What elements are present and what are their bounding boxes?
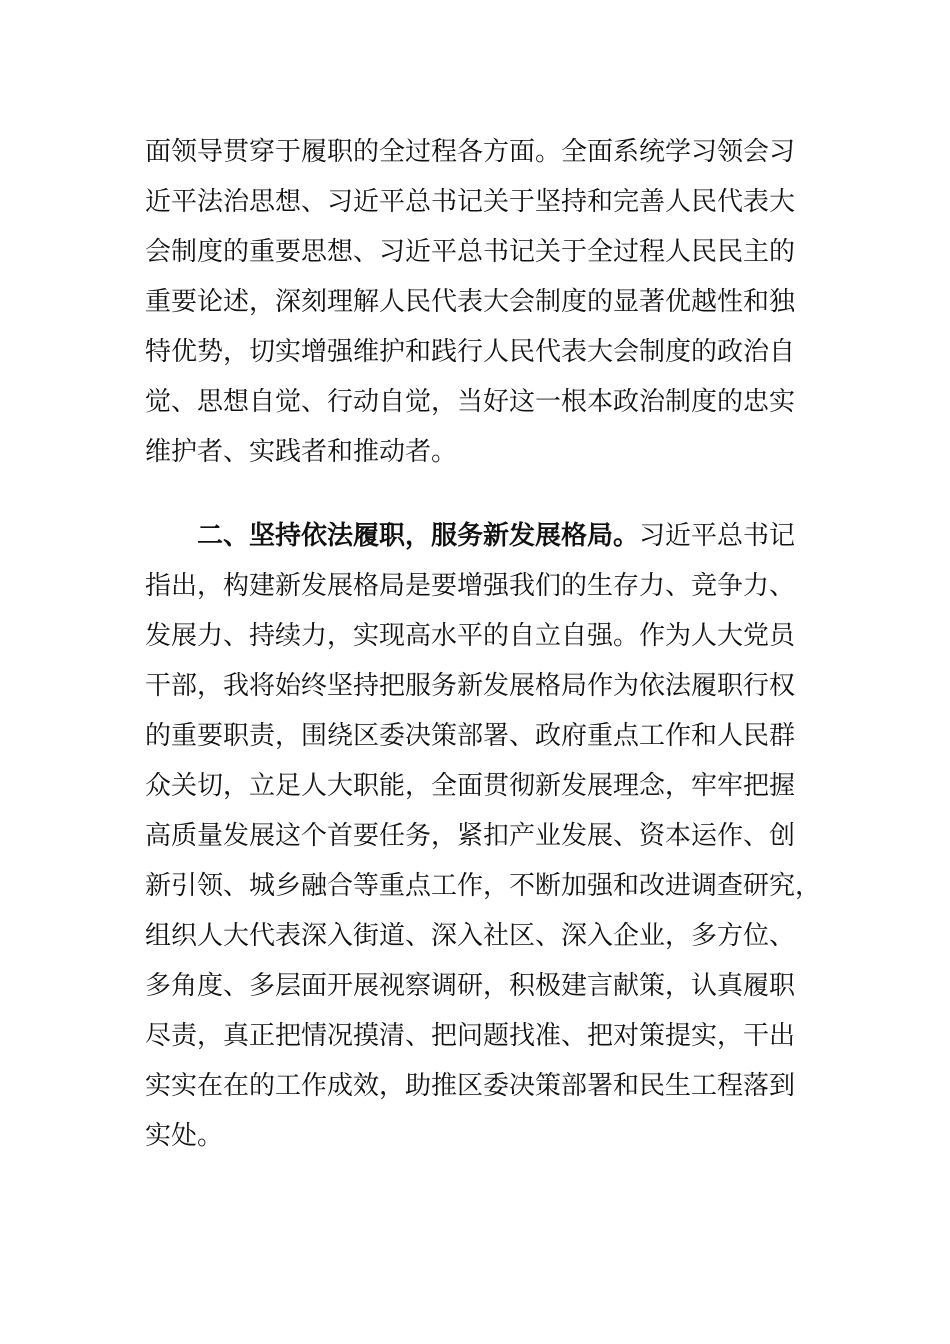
paragraph-2-line: 新引领、城乡融合等重点工作，不断加强和改进调查研究，: [145, 871, 822, 901]
paragraph-2-line: 尽责，真正把情况摸清、把问题找准、把对策提实，干出: [145, 1021, 796, 1051]
paragraph-1-line: 维护者、实践者和推动者。: [145, 437, 458, 467]
paragraph-1-line: 面领导贯穿于履职的全过程各方面。全面系统学习领会习: [145, 137, 796, 167]
paragraph-2-line: 组织人大代表深入街道、深入社区、深入企业，多方位、: [145, 921, 796, 951]
paragraph-1-line: 特优势，切实增强维护和践行人民代表大会制度的政治自: [145, 337, 796, 367]
paragraph-2-line: 众关切，立足人大职能，全面贯彻新发展理念，牢牢把握: [145, 771, 796, 801]
section-heading-continuation: 习近平总书记: [639, 521, 796, 551]
paragraph-2-first-line: [197, 516, 795, 556]
paragraph-2-line: 发展力、持续力，实现高水平的自立自强。作为人大党员: [145, 621, 796, 651]
paragraph-2-line: 指出，构建新发展格局是要增强我们的生存力、竞争力、: [145, 571, 796, 601]
section-heading: 二、坚持依法履职，服务新发展格局。: [197, 521, 640, 551]
paragraph-1-line: 会制度的重要思想、习近平总书记关于全过程人民民主的: [145, 237, 796, 267]
paragraph-2-line: 的重要职责，围绕区委决策部署、政府重点工作和人民群: [145, 721, 796, 751]
paragraph-2-line: 实实在在的工作成效，助推区委决策部署和民生工程落到: [145, 1071, 796, 1101]
paragraph-2-line: 高质量发展这个首要任务，紧扣产业发展、资本运作、创: [145, 821, 796, 851]
paragraph-1-line: 近平法治思想、习近平总书记关于坚持和完善人民代表大: [145, 187, 796, 217]
paragraph-2-line: 干部，我将始终坚持把服务新发展格局作为依法履职行权: [145, 671, 796, 701]
paragraph-2-line: 实处。: [145, 1121, 224, 1151]
paragraph-1-line: 觉、思想自觉、行动自觉，当好这一根本政治制度的忠实: [145, 387, 796, 417]
paragraph-1-line: 重要论述，深刻理解人民代表大会制度的显著优越性和独: [145, 287, 796, 317]
paragraph-2-line: 多角度、多层面开展视察调研，积极建言献策，认真履职: [145, 971, 796, 1001]
